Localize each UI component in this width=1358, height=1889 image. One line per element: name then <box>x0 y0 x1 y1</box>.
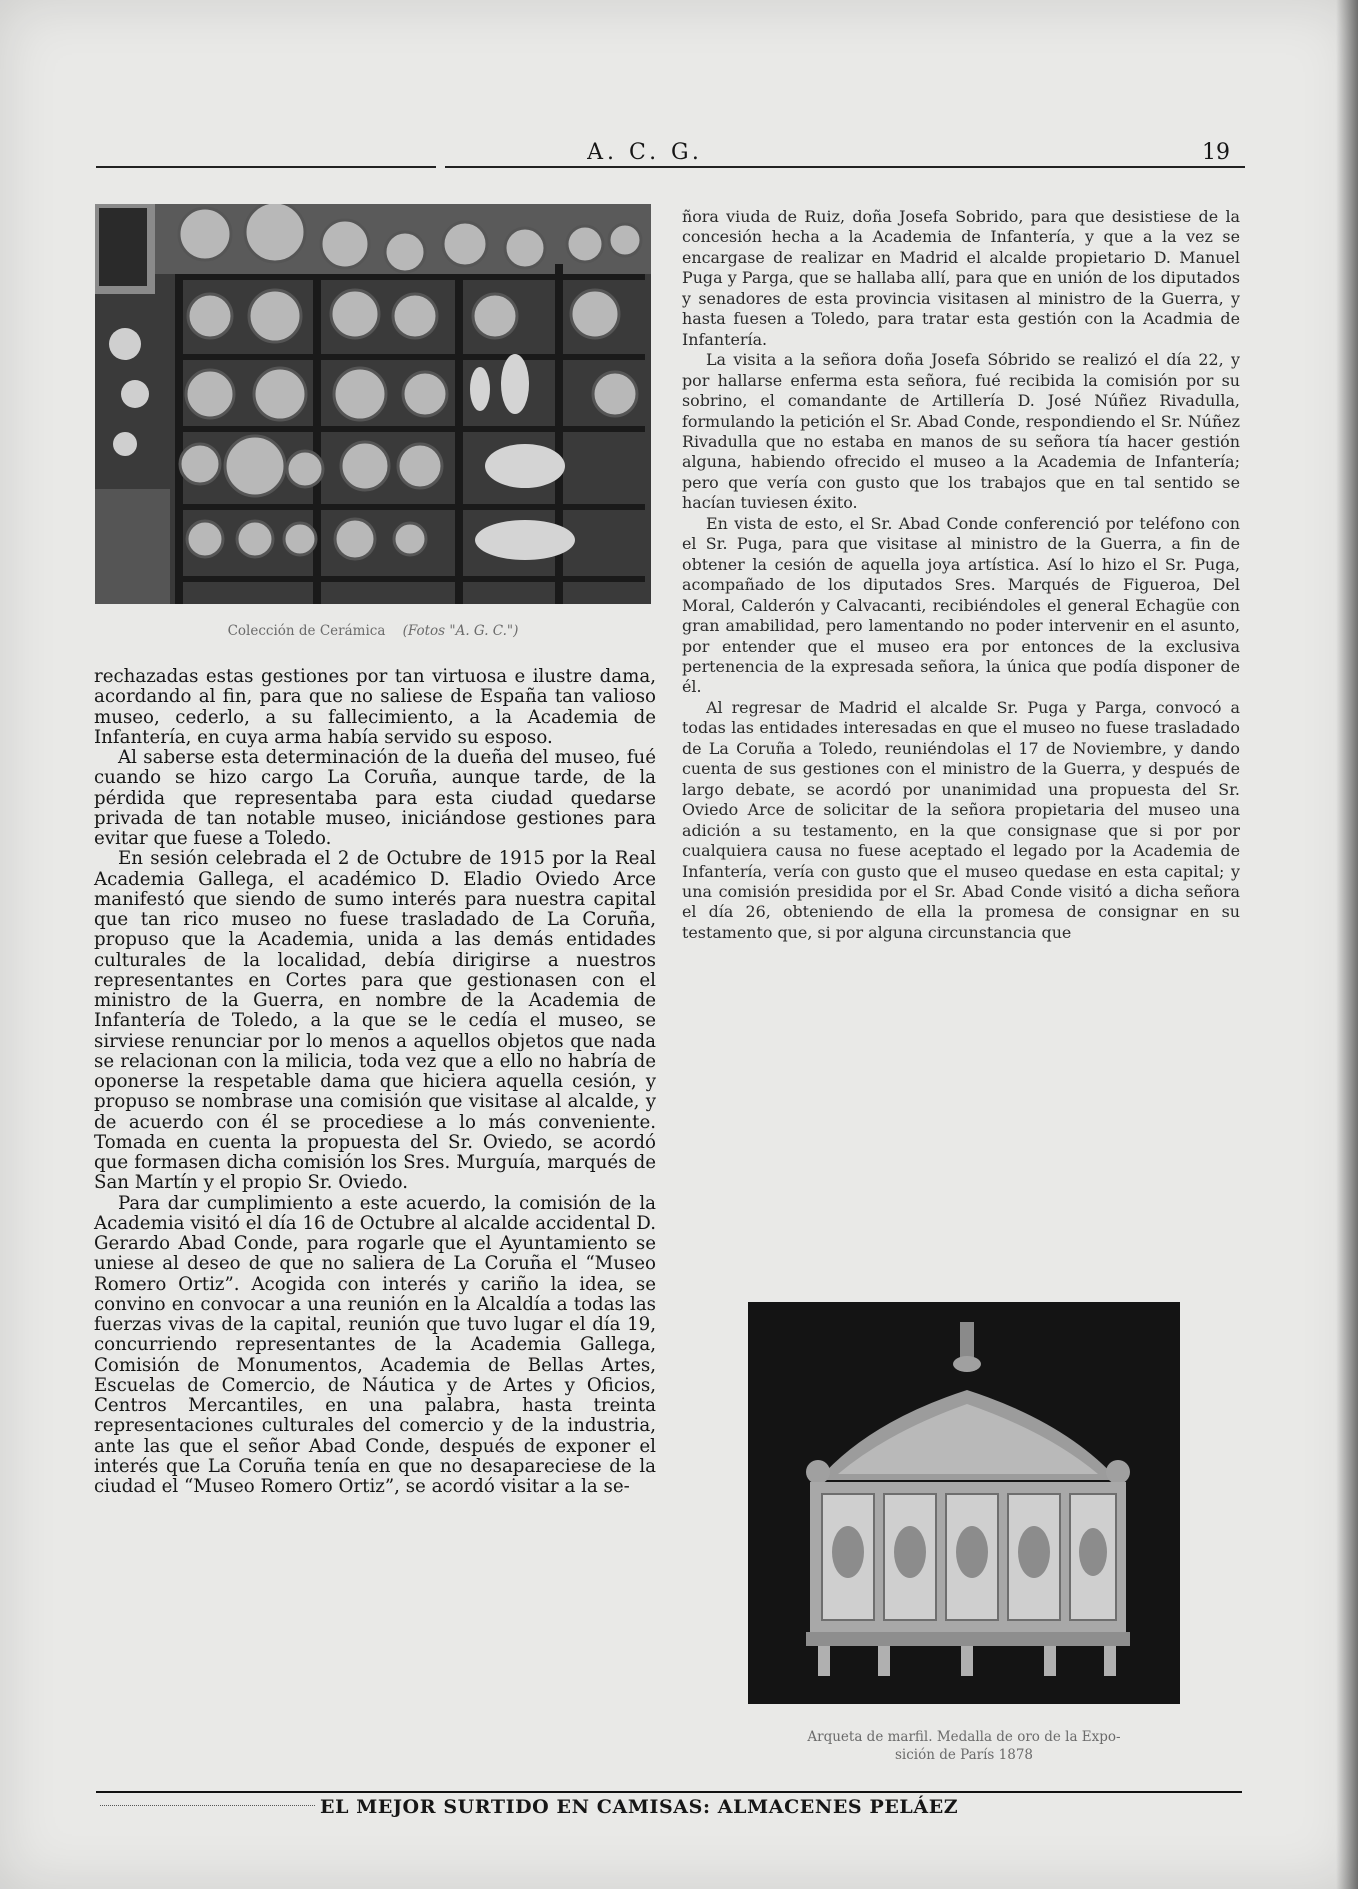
left-paragraph-2: Al saberse esta determinación de la dueña del museo, fué cuando se hizo cargo La Coruña, aunque tarde, de la pérdida que representaba para esta ciudad quedarse privada de tan notable museo, iniciándose gestiones para evitar que fuese a Toledo. <box>94 747 656 849</box>
ivory-casket-caption-line-2: sición de París 1878 <box>894 1747 1034 1763</box>
left-column <box>94 667 656 1497</box>
right-paragraph-4: Al regresar de Madrid el alcalde Sr. Puga y Parga, convocó a todas las entidades interesadas en que el museo no fuese trasladado de La Coruña a Toledo, reuniéndolas el 17 de Noviembre, y dando cuenta de sus gestiones con el ministro de la Guerra, y después de largo debate, se acordó por unanimidad una propuesta del Sr. Oviedo Arce de solicitar de la señora propietaria del museo una adición a su testamento, en la que consignase que si por por cualquiera causa no fuese aceptado el legado por la Academia de Infantería, vería con gusto que el museo quedase en esta capital; y una comisión presidida por el Sr. Abad Conde visitó a dicha señora el día 26, obteniendo de ella la promesa de consignar en su testamento que, si por alguna circunstancia que <box>682 697 1240 942</box>
photo-credit: (Fotos "A. G. C.") <box>402 623 519 639</box>
ivory-casket-caption-line-1: Arqueta de marfil. Medalla de oro de la Expo- <box>807 1729 1121 1745</box>
footer-advertisement: EL MEJOR SURTIDO EN CAMISAS: ALMACENES PELÁEZ <box>320 1796 959 1818</box>
ceramics-caption <box>95 622 651 640</box>
ceramics-photo <box>95 204 651 604</box>
page-number: 19 <box>1202 140 1230 165</box>
right-paragraph-1: ñora viuda de Ruiz, doña Josefa Sobrido, para que desistiese de la concesión hecha a la Academia de Infantería, y que a la vez se encargase de realizar en Madrid el alcalde propietario D. Manuel Puga y Parga, que se hallaba allí, para que en unión de los diputados y senadores de esta provincia visitasen al ministro de la Guerra, y hasta fuesen a Toledo, para tratar esta gestión con la Acadmia de Infantería. <box>682 207 1240 349</box>
footer-rule <box>96 1791 1242 1793</box>
ivory-casket-photo <box>748 1302 1180 1704</box>
left-paragraph-1: rechazadas estas gestiones por tan virtuosa e ilustre dama, acordando al fin, para que no saliese de España tan valioso museo, cederlo, a su fallecimiento, a la Academia de Infantería, en cuya arma había servido su esposo. <box>94 666 656 748</box>
ceramics-photo-illustration <box>95 204 651 604</box>
right-paragraph-2: La visita a la señora doña Josefa Sóbrido se realizó el día 22, y por hallarse enferma esta señora, fué recibida la comisión por su sobrino, el comandante de Artillería D. José Núñez Rivadulla, formulando la petición el Sr. Abad Conde, respondiendo el Sr. Núñez Rivadulla que no estaba en manos de su señora tía hacer gestión alguna, habiendo ofrecido el museo a la Academia de Infantería; pero que vería con gusto que los trabajos que en tal sentido se hacían tuviesen éxito. <box>682 350 1240 513</box>
footer-dotted-line <box>100 1805 315 1807</box>
header-rule-right <box>445 166 1245 168</box>
header-title: A. C. G. <box>587 140 703 165</box>
ceramics-caption-text: Colección de Cerámica <box>227 623 386 639</box>
right-column <box>682 207 1240 943</box>
header-rule-left <box>96 166 436 168</box>
binding-shadow <box>1336 0 1358 1889</box>
right-paragraph-3: En vista de esto, el Sr. Abad Conde conferenció por teléfono con el Sr. Puga, para que visitase al ministro de la Guerra, a fin de obtener la cesión de aquella joya artística. Así lo hizo el Sr. Puga, acompañado de los diputados Sres. Marqués de Figueroa, Del Moral, Calderón y Calvacanti, recibiéndoles el general Echagüe con gran amabilidad, pero lamentando no poder intervenir en el asunto, por entender que el museo era por entonces de la exclusiva pertenencia de la expresada señora, la única que podía disponer de él. <box>682 513 1240 697</box>
ivory-casket-illustration <box>748 1302 1180 1704</box>
ivory-casket-caption <box>748 1728 1180 1764</box>
left-paragraph-4: Para dar cumplimiento a este acuerdo, la comisión de la Academia visitó el día 16 de Octubre al alcalde accidental D. Gerardo Abad Conde, para rogarle que el Ayuntamiento se uniese al deseo de que no saliera de La Coruña el “Museo Romero Ortiz”. Acogida con interés y cariño la idea, se convino en convocar a una reunión en la Alcaldía a todas las fuerzas vivas de la capital, reunión que tuvo lugar el día 19, concurriendo representantes de la Academia Gallega, Comisión de Monumentos, Academia de Bellas Artes, Escuelas de Comercio, de Náutica y de Artes y Oficios, Centros Mercantiles, en una palabra, hasta treinta representaciones culturales del comercio y de la industria, ante las que el señor Abad Conde, después de exponer el interés que La Coruña tenía en que no desapareciese de la ciudad el “Museo Romero Ortiz”, se acordó visitar a la se- <box>94 1192 656 1497</box>
left-paragraph-3: En sesión celebrada el 2 de Octubre de 1915 por la Real Academia Gallega, el académico D. Eladio Oviedo Arce manifestó que siendo de sumo interés para nuestra capital que tan rico museo no fuese trasladado de La Coruña, propuso que la Academia, unida a las demás entidades culturales de la localidad, debía dirigirse a nuestros representantes en Cortes para que gestionasen con el ministro de la Guerra, en nombre de la Academia de Infantería de Toledo, a la que se le cedía el museo, se sirviese renunciar por lo menos a aquellos objetos que nada se relacionan con la milicia, toda vez que a ello no habría de oponerse la respetable dama que hiciera aquella cesión, y propuso se nombrase una comisión que visitase al alcalde, y de acuerdo con él se procediese a lo más conveniente. Tomada en cuenta la propuesta del Sr. Oviedo, se acordó que formasen dicha comisión los Sres. Murguía, marqués de San Martín y el propio Sr. Oviedo. <box>94 848 656 1194</box>
